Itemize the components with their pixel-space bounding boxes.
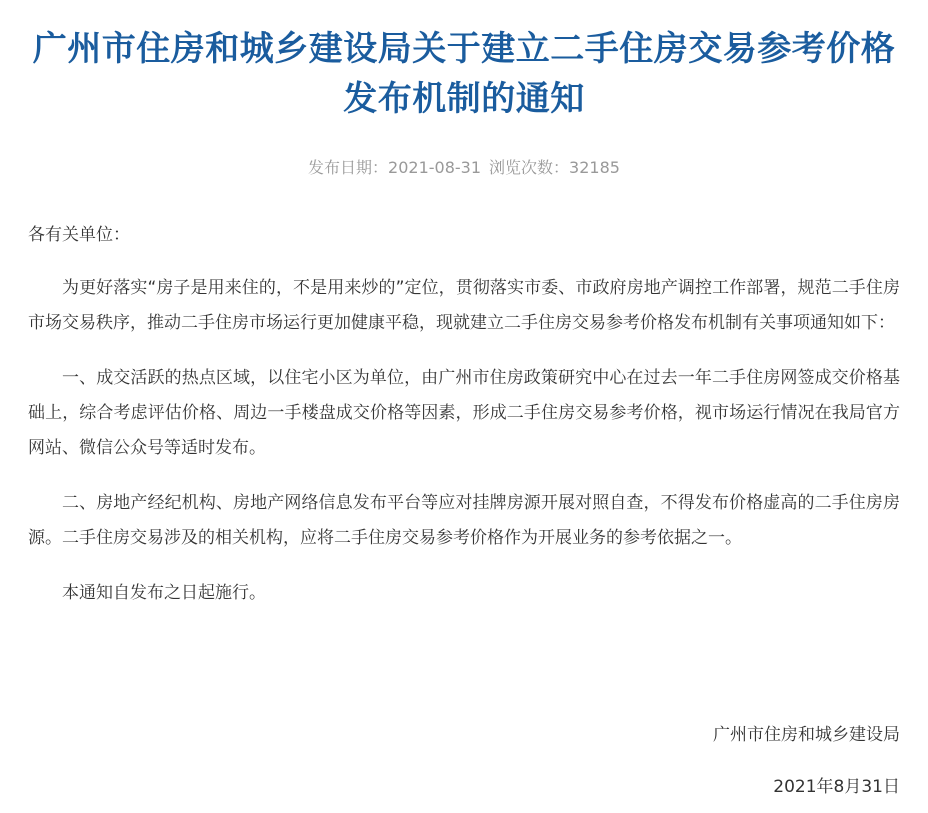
- views-count: 32185: [569, 158, 620, 177]
- publish-date: 2021-08-31: [388, 158, 482, 177]
- paragraph-effective: 本通知自发布之日起施行。: [62, 583, 266, 603]
- issuer-signature: 广州市住房和城乡建设局: [713, 725, 900, 745]
- paragraph-item-2: 二、房地产经纪机构、房地产网络信息发布平台等应对挂牌房源开展对照自查，不得发布价格虚高的二手住房房源。二手住房交易涉及的相关机构，应将二手住房交易参考价格作为开展业务的参考依据之一。: [28, 493, 900, 548]
- paragraph-item-1: 一、成交活跃的热点区域，以住宅小区为单位，由广州市住房政策研究中心在过去一年二手住房网签成交价格基础上，综合考虑评估价格、周边一手楼盘成交价格等因素，形成二手住房交易参考价格，视市场运行情况在我局官方网站、微信公众号等适时发布。: [28, 368, 900, 458]
- article-meta: [0, 156, 928, 180]
- views-label: 浏览次数：: [489, 158, 570, 177]
- salutation: 各有关单位：: [28, 225, 130, 245]
- article-title: 广州市住房和城乡建设局关于建立二手住房交易参考价格发布机制的通知: [32, 29, 896, 119]
- article-body: [28, 218, 900, 631]
- issue-date: 2021年8月31日: [773, 777, 900, 797]
- publish-date-label: 发布日期：: [308, 158, 389, 177]
- paragraph-intro: 为更好落实“房子是用来住的，不是用来炒的”定位，贯彻落实市委、市政府房地产调控工作部署，规范二手住房市场交易秩序，推动二手住房市场运行更加健康平稳，现就建立二手住房交易参考价格发布机制有关事项通知如下：: [28, 278, 900, 333]
